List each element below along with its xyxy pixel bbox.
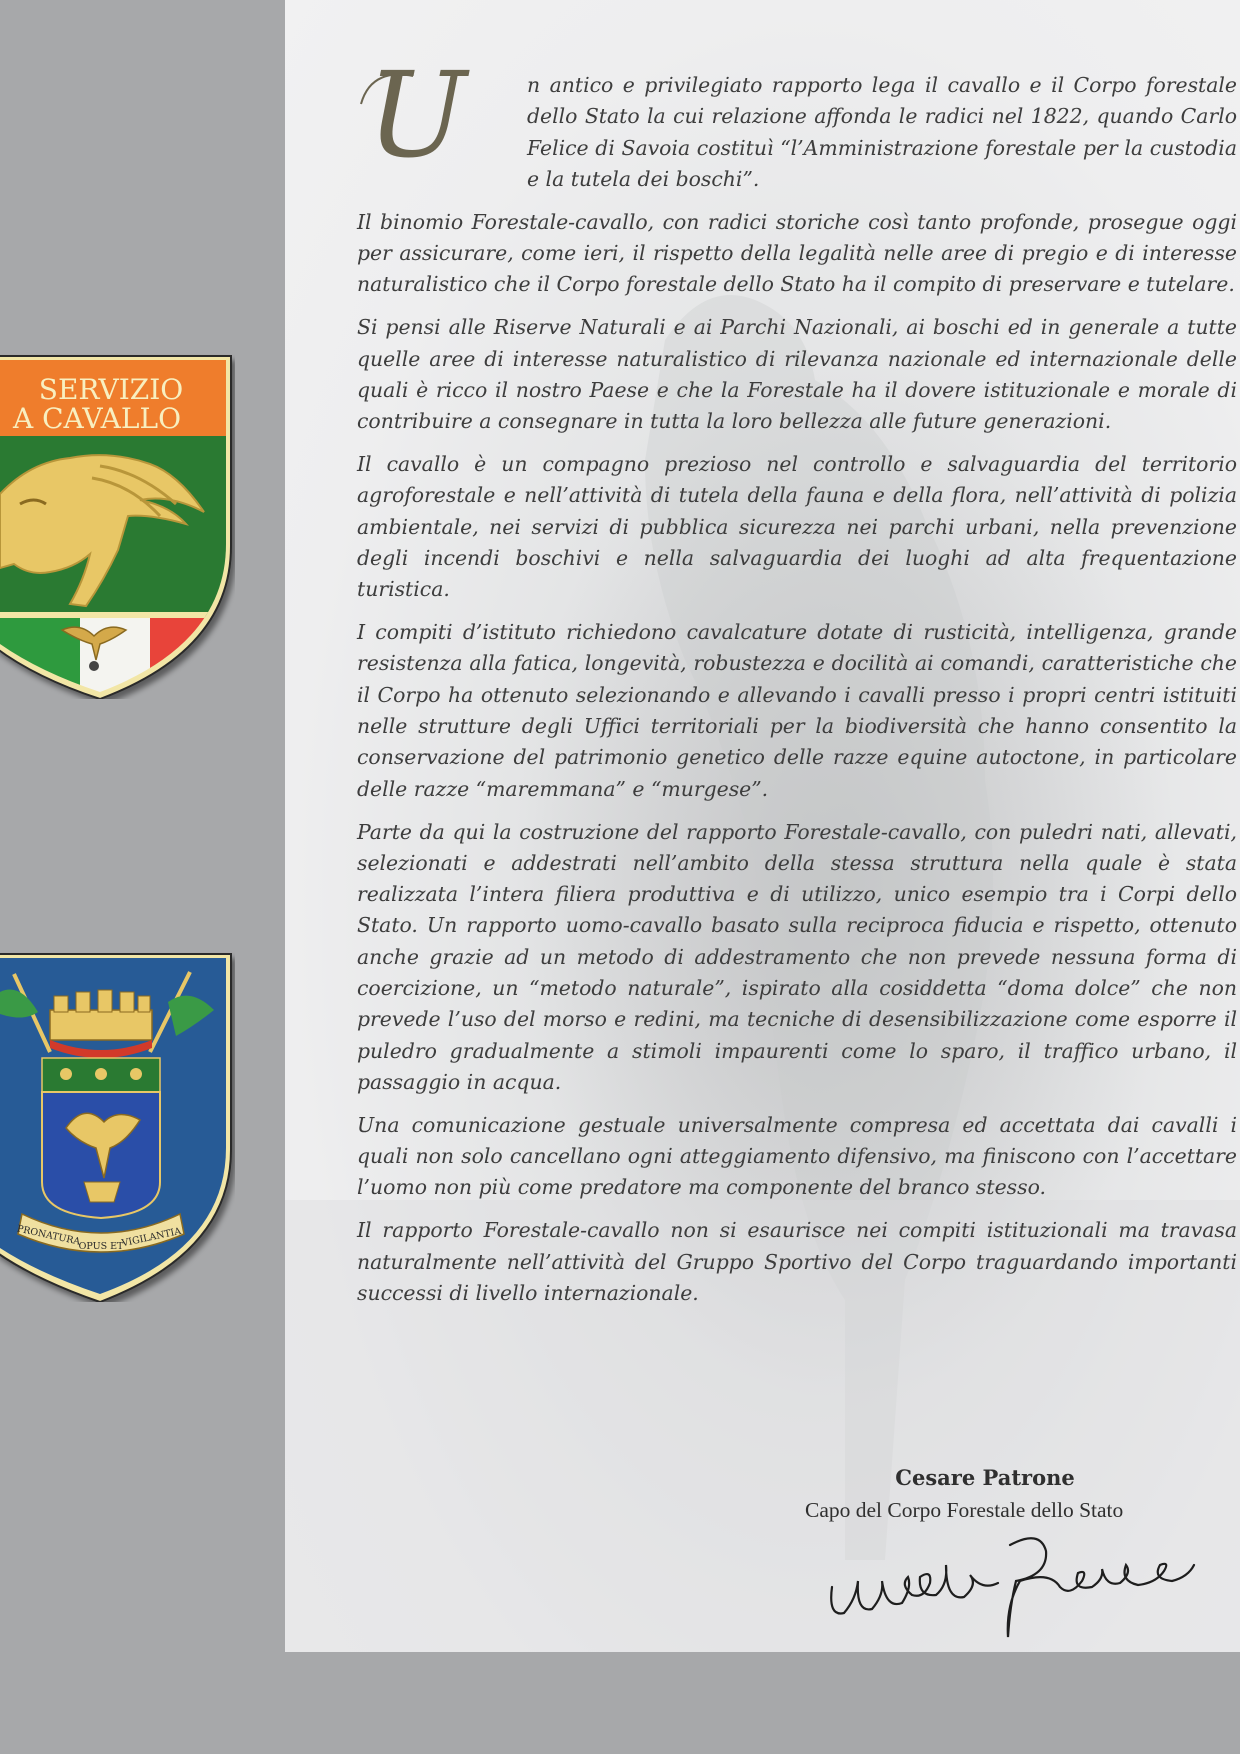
drop-cap-u (357, 64, 527, 168)
svg-text:U: U (367, 64, 467, 168)
drop-cap (357, 64, 527, 168)
paragraph-8: Il rapporto Forestale-cavallo non si esaurisce nei compiti istituzionali ma travasa naturalmente nell’attività del Gruppo Sportivo del Corpo traguardando importanti successi di livello internazionale. (357, 1218, 1237, 1305)
motto-center: OPUS ET (78, 1241, 124, 1252)
coat-of-arms-graphic (0, 952, 235, 1302)
paragraph-2: Il binomio Forestale-cavallo, con radici storiche così tanto profonde, prosegue oggi per assicurare, come ieri, il rispetto della legalità nelle aree di pregio e di interesse naturalistico che il Corpo forestale dello Stato ha il compito di preservare e tutelare. (357, 209, 1237, 297)
letter-body (357, 64, 1237, 1321)
horse-badge-graphic (0, 354, 235, 699)
motto-right: VIGILANTIA (120, 1225, 183, 1250)
signature-graphic (820, 1525, 1200, 1645)
paragraph-7: Una comunicazione gestuale universalmente compresa ed accettata dai cavalli i quali non solo cancellano ogni atteggiamento difensivo, ma finiscono con l’accettare l’uomo non più come predatore ma componente del branco stesso. (357, 1112, 1237, 1200)
badge-line-1: SERVIZIO (38, 373, 184, 406)
signature-role: Capo del Corpo Forestale dello Stato (805, 1498, 1124, 1522)
paragraph-5: I compiti d’istituto richiedono cavalcature dotate di rusticità, intelligenza, grande resistenza alla fatica, longevità, robustezza e docilità ai comandi, caratteristiche che il Corpo ha ottenuto selezionando e allevando i cavalli presso i propri centri istituiti nelle strutture degli Uffici territoriali per la biodiversità che hanno consentito la conservazione del patrimonio genetico delle razze equine autoctone, in particolare delle razze “maremmana” e “murgese”. (357, 620, 1237, 801)
paragraph-6: Parte da qui la costruzione del rapporto Forestale-cavallo, con puledri nati, allevati, selezionati e addestrati nell’ambito della stessa struttura nella quale è stata realizzata l’intera filiera produttiva e di utilizzo, unico esempio tra i Corpi dello Stato. Un rapporto uomo-cavallo basato sulla reciproca fiducia e rispetto, ottenuto anche grazie ad un metodo di addestramento che non prevede nessuna forma di coercizione, un “metodo naturale”, ispirato alla cosiddetta “doma dolce” che non prevede l’uso del morso e redini, ma tecniche di desensibilizzazione come esporre il puledro gradualmente a stimoli impaurenti come lo sparo, il traffico urbano, il passaggio in acqua. (357, 819, 1237, 1094)
signature-name: Cesare Patrone (895, 1465, 1075, 1490)
servizio-a-cavallo-badge (0, 354, 235, 703)
paragraph-3: Si pensi alle Riserve Naturali e ai Parchi Nazionali, ai boschi ed in generale a tutte quelle aree di interesse naturalistico di rilevanza nazionale ed internazionale delle quali è ricco il nostro Paese e che la Forestale ha il dovere istituzionale e morale di contribuire a consegnare in tutta la loro bellezza alle future generazioni. (357, 315, 1237, 434)
coat-of-arms-badge (0, 952, 235, 1306)
handwritten-signature (820, 1525, 1200, 1649)
paragraph-4: Il cavallo è un compagno prezioso nel controllo e salvaguardia del territorio agroforestale e nell’attività di tutela della fauna e della flora, nell’attività di polizia ambientale, nei servizi di pubblica sicurezza nei parchi urbani, nella prevenzione degli incendi boschivi e nella salvaguardia dei luoghi ad alta frequentazione turistica. (357, 452, 1237, 602)
letter-page (285, 0, 1240, 1652)
paragraph-1: n antico e privilegiato rapporto lega il cavallo e il Corpo forestale dello Stato la cui relazione affonda le radici nel 1822, quando Carlo Felice di Savoia costituì “l’Amministrazione forestale per la custodia e la tutela dei boschi”. (527, 73, 1237, 191)
badge-line-2: A CAVALLO (12, 402, 182, 435)
motto-left: PRONATURA (15, 1223, 82, 1248)
